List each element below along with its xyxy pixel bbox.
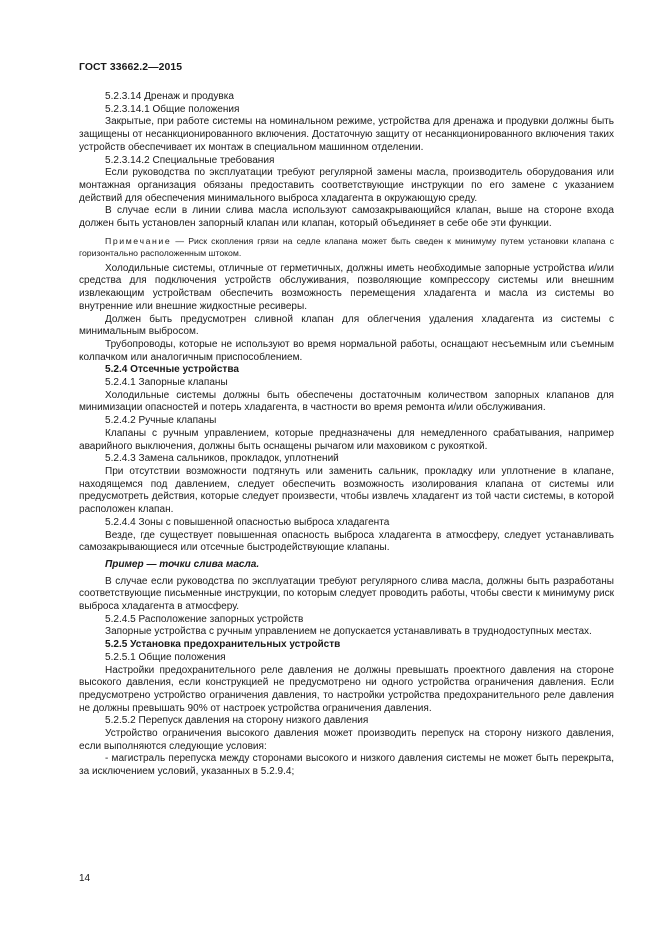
subsection-heading: 5.2.3.14.2 Специальные требования [105,154,275,166]
paragraph: Трубопроводы, которые не используют во время нормальной работы, оснащают несъемным или съемным колпачком или аналогичным приспособлением. [79,338,614,363]
paragraph: Холодильные системы должны быть обеспечены достаточным количеством запорных клапанов для минимизации опасностей и потерь хладагента, в частности во время ремонта и/или обслуживания. [79,389,614,414]
subsection-heading: 5.2.5.1 Общие положения [105,651,226,663]
list-item: - магистраль перепуска между сторонами высокого и низкого давления системы не может быть перекрыта, за исключением условий, указанных в 5.2.9.4; [79,753,614,778]
example: Пример — точки слива масла. [105,558,260,570]
section-heading: 5.2.5 Установка предохранительных устройств [105,639,341,651]
paragraph: Если руководства по эксплуатации требуют регулярной замены масла, производитель оборудования или монтажная организация обязаны предоставить соответствующие инструкции по его замене с указанием действий для обеспечения минимального выброса хладагента в окружающую среду. [79,167,614,204]
paragraph: В случае если руководства по эксплуатации требуют регулярного слива масла, должны быть разработаны соответствующие письменные инструкции, по которым следует проводить работы, чтобы свести к минимуму риск выброса хладагента в атмосферу. [79,575,614,613]
subsection-heading: 5.2.4.5 Расположение запорных устройств [105,613,304,625]
paragraph: Устройство ограничения высокого давления может производить перепуск на сторону низкого давления, если выполняются следующие условия: [79,728,614,752]
paragraph: В случае если в линии слива масла используют самозакрывающийся клапан, выше на стороне входа должен быть установлен запорный клапан или клапан, который объединяет в себе обе эти функции. [79,205,614,230]
section-heading: 5.2.4 Отсечные устройства [105,364,239,376]
paragraph: Настройки предохранительного реле давления не должны превышать проектного давления на стороне высокого давления, если конструкцией не предусмотрено ни одного устройства ограничения давления. Если предусмотрено устройство ограничения давления, то настройки устройства предохранительного реле давления не должны превышать 90% от настроек устройства ограничения давления. [79,664,614,714]
document-header: ГОСТ 33662.2—2015 [79,62,183,73]
note-label: Примечание [105,235,172,246]
paragraph: Везде, где существует повышенная опасность выброса хладагента в атмосферу, следует устанавливать самозакрывающиеся или отсечные быстродействующие клапаны. [79,529,614,554]
note [79,235,614,259]
subsection-heading: 5.2.4.2 Ручные клапаны [105,415,217,427]
note-text: — Риск скопления грязи на седле клапана может быть сведен к минимуму путем установки клапана с горизонтально расположенным штоком. [79,235,614,258]
subsection-heading: 5.2.5.2 Перепуск давления на сторону низкого давления [105,715,369,727]
paragraph: Холодильные системы, отличные от герметичных, должны иметь необходимые запорные устройства и/или средства для подключения устройств обслуживания, позволяющие компрессору системы или внешним извлекающим устройствам обеспечить возможность перемещения хладагента и масла из системы во внутренние или внешние жидкостные ресиверы. [79,262,614,312]
paragraph: Запорные устройства с ручным управлением не допускается устанавливать в труднодоступных местах. [105,626,592,638]
paragraph: Должен быть предусмотрен сливной клапан для облегчения удаления хладагента из системы с минимальным выбросом. [79,313,614,338]
paragraph: При отсутствии возможности подтянуть или заменить сальник, прокладку или уплотнение в клапане, находящемся под давлением, следует обеспечить возможность изолирования клапана от системы или предусмотреть действия, которые следует произвести, чтобы извлечь хладагент из той части системы, в которой расположен клапан. [79,465,614,516]
paragraph: Закрытые, при работе системы на номинальном режиме, устройства для дренажа и продувки должны быть защищены от несанкционированного включения. Достаточную защиту от несанкционированного включения таких устройств обеспечивает их монтаж в специальном машинном отделении. [79,116,614,153]
section-heading: 5.2.3.14 Дренаж и продувка [105,91,234,102]
paragraph: Клапаны с ручным управлением, которые предназначены для немедленного срабатывания, например аварийного выключения, должны быть оснащены рычагом или маховиком с рукояткой. [79,427,614,452]
subsection-heading: 5.2.4.4 Зоны с повышенной опасностью выброса хладагента [105,516,390,528]
subsection-heading: 5.2.3.14.1 Общие положения [105,103,240,115]
document-body [79,91,614,779]
subsection-heading: 5.2.4.3 Замена сальников, прокладок, уплотнений [105,453,339,465]
subsection-heading: 5.2.4.1 Запорные клапаны [105,377,228,389]
page-number: 14 [79,873,91,884]
